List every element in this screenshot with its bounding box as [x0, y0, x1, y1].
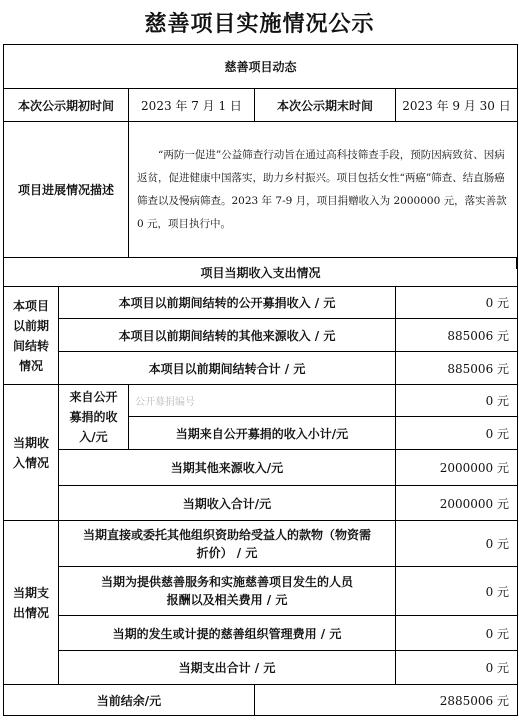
staff-cost-value: 0 元 — [396, 567, 518, 616]
progress-description: “两防一促进”公益筛查行动旨在通过高科技筛查手段，预防因病致贫、因病返贫，促进健康中国落实，助力乡村振兴。项目包括女性“两癌”筛查、结直肠癌筛查以及慢病筛查。2023 年 7-9 月，项目捐赠收入为 2000000 元，落实善款 0 元，项目执行中。 — [129, 122, 518, 258]
staff-cost-label: 当期为提供慈善服务和实施慈善项目发生的人员报酬以及相关费用 / 元 — [59, 567, 396, 616]
balance-value: 2885006 元 — [255, 685, 518, 716]
income-expense-header: 项目当期收入支出情况 — [4, 258, 518, 287]
public-subtotal-label: 当期来自公开募捐的收入小计/元 — [129, 417, 396, 450]
management-fee-value: 0 元 — [396, 616, 518, 651]
prior-total-label: 本项目以前期间结转合计 / 元 — [59, 352, 396, 385]
prior-other-income-label: 本项目以前期间结转的其他来源收入 / 元 — [59, 319, 396, 352]
management-fee-label: 当期的发生或计提的慈善组织管理费用 / 元 — [59, 616, 396, 651]
public-code-field[interactable]: 公开募捐编号 — [129, 385, 396, 417]
current-expense-label: 当期支出情况 — [4, 521, 59, 685]
current-income-label: 当期收入情况 — [4, 385, 59, 521]
public-code-value: 0 元 — [396, 385, 518, 417]
text-cursor — [516, 257, 517, 269]
prior-other-income-value: 885006 元 — [396, 319, 518, 352]
balance-label: 当前结余/元 — [4, 685, 255, 716]
progress-label: 项目进展情况描述 — [4, 122, 129, 258]
expense-total-label: 当期支出合计 / 元 — [59, 651, 396, 685]
period-start-label: 本次公示期初时间 — [4, 89, 129, 122]
direct-aid-label: 当期直接或委托其他组织资助给受益人的款物（物资需折价） / 元 — [59, 521, 396, 567]
public-income-label: 来自公开募捐的收入/元 — [59, 385, 129, 450]
period-end-label: 本次公示期末时间 — [255, 89, 396, 122]
income-total-value: 2000000 元 — [396, 486, 518, 521]
prior-total-value: 885006 元 — [396, 352, 518, 385]
prior-period-label: 本项目以前期间结转情况 — [4, 287, 59, 385]
disclosure-table — [3, 44, 518, 716]
prior-public-income-label: 本项目以前期间结转的公开募捐收入 / 元 — [59, 287, 396, 319]
dynamic-header: 慈善项目动态 — [4, 45, 518, 89]
other-income-value: 2000000 元 — [396, 450, 518, 486]
other-income-label: 当期其他来源收入/元 — [59, 450, 396, 486]
direct-aid-value: 0 元 — [396, 521, 518, 567]
income-total-label: 当期收入合计/元 — [59, 486, 396, 521]
period-start-value: 2023 年 7 月 1 日 — [129, 89, 255, 122]
page-title: 慈善项目实施情况公示 — [144, 11, 375, 37]
expense-total-value: 0 元 — [396, 651, 518, 685]
period-end-value: 2023 年 9 月 30 日 — [396, 89, 518, 122]
prior-public-income-value: 0 元 — [396, 287, 518, 319]
public-subtotal-value: 0 元 — [396, 417, 518, 450]
